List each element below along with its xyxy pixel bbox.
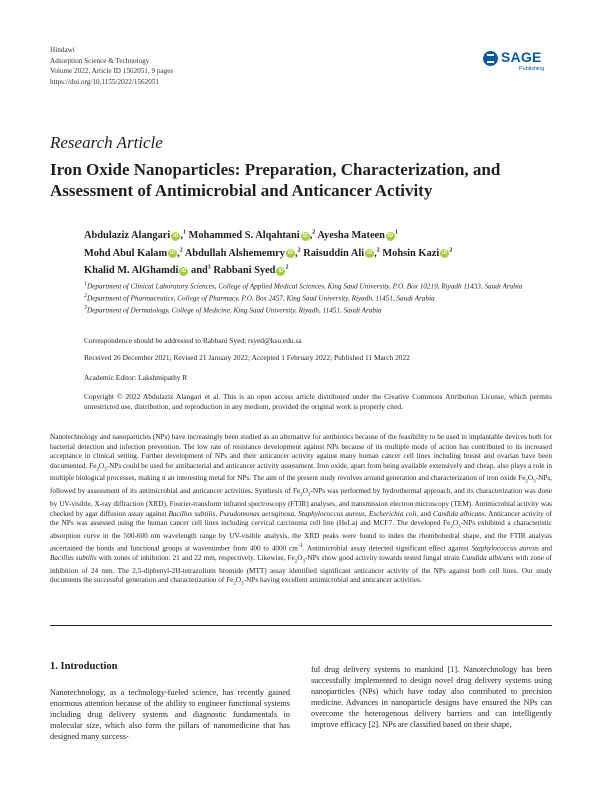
academic-editor: Academic Editor: Lakshmipathy R xyxy=(84,373,188,382)
author-name[interactable]: Raisuddin Ali iD ,$^2$ xyxy=(303,247,380,259)
sage-mark-icon xyxy=(483,51,498,66)
doi-link[interactable]: https://doi.org/10.1155/2022/1562051 xyxy=(50,77,160,86)
correspondence: Correspondence should be addressed to Rabbani Syed; rsyed@ksu.edu.sa xyxy=(84,336,302,345)
intro-left-column: Nanotechnology, as a technology-fueled science, has recently gained enormous attention because of the ability to engineer functional systems including drug delivery systems and diagnostic fundamentals in molecular size, which also form the pillars of nanomedicine that has designed many success- xyxy=(50,688,290,742)
orcid-icon[interactable]: iD xyxy=(442,250,448,257)
affiliations xyxy=(84,280,554,317)
orcid-icon[interactable]: iD xyxy=(170,250,176,257)
orcid-icon[interactable]: iD xyxy=(278,267,284,274)
author-name[interactable]: Mohd Abul Kalam iD ,$^2$ xyxy=(84,247,183,259)
author-name[interactable]: Mohsin Kazi iD $^2$ xyxy=(382,247,453,259)
affiliation-2: $^2$Department of Pharmaceutics, College of Pharmacy, P.O. Box 2457, King Saud University, Riyadh, 11451, Saudi Arabia xyxy=(84,293,435,303)
author-name[interactable]: Abdullah Alshememry iD ,$^2$ xyxy=(184,247,301,259)
journal-name: Adsorption Science & Technology xyxy=(50,56,150,65)
affiliation-1: $^1$Department of Clinical Laboratory Sciences, College of Applied Medical Sciences, King Saud University, P.O. Box 10219, Riyadh 11433, Saudi Arabia xyxy=(84,281,523,291)
author-name[interactable]: Khalid M. AlGhamdi iD and$^3$ xyxy=(84,264,211,277)
publication-dates: Received 26 December 2021; Revised 21 January 2022; Accepted 1 February 2022; Published 11 March 2022 xyxy=(84,353,410,362)
author-list xyxy=(84,226,564,278)
orcid-icon[interactable]: iD xyxy=(287,250,293,257)
sage-logo-subtext: Publishing xyxy=(519,66,545,72)
author-name[interactable]: Rabbani Syed iD $^2$ xyxy=(213,264,289,277)
author-name[interactable]: Ayesha Mateen iD $^1$ xyxy=(317,230,398,242)
journal-header xyxy=(50,45,173,87)
sage-logo xyxy=(483,51,553,75)
author-name[interactable]: Abdulaziz Alangari iD ,$^1$ xyxy=(84,230,186,242)
section-divider xyxy=(50,625,552,626)
sage-logo-text: SAGE xyxy=(501,49,542,65)
copyright-notice: Copyright © 2022 Abdulaziz Alangari et al. This is an open access article distributed under the Creative Commons Attribution License, which permits unrestricted use, distribution, and reproduction in any medium, provided the original work is properly cited. xyxy=(84,392,552,411)
abstract: Nanotechnology and nanoparticles (NPs) have increasingly been studied as an alternative for antibiotics because of the feasibility to be used in implantable devices both for bacterial detection and infection prevention. The low rate of resistance development against NPs because of its multiple mode of action has contributed to its increased acceptance in clinical setting. Further development of NPs and their anticancer activity against many human cancer cell lines including breast and ovarian have been documented. $Fe_2O_3$-NPs could be used for antibacterial and anticancer activity assessment. Iron oxide, apart from being available extensively and cheap, also plays a role in multiple biological processes, making it an interesting metal for NPs. The aim of the present study revolves around generation and characterization of iron oxide $Fe_2O_3$-NPs, followed by assessment of its antimicrobial and anticancer activities. Synthesis of $Fe_2O_3$-NPs was performed by hydrothermal approach, and its characterization was done by UV-visible, X-ray diffraction (XRD), Fourier-transform infrared spectroscopy (FTIR) analyses, and transmission electron microscopy (TEM). Antimicrobial activity was checked by agar diffusion assay against Bacillus subtilis, Pseudomonas aeruginosa, Staphylococcus aureus, Escherichia coli, and Candida albicans. Anticancer activity of the NPs was assessed using the human cancer cell lines including cervical carcinoma cell line (HeLa) and MCF7. The developed $Fe_2O_3$-NPs exhibited a characteristic absorption curve in the 500-600 nm wavelength range by UV-visible analysis, the XRD peaks were found to index the rhombohedral shape, and the FTIR analysis ascertained the bonds and functional groups at wavenumber from 400 to 4000 $cm^{-1}$. Antimicrobial assay detected significant effect against Staphylococcus aureus and Bacillus subtilis with zones of inhibition: 21 and 22 mm, respectively. Likewise, $Fe_2O_3$-NPs show good activity towards tested fungal strain Candida albicans with zone of inhibition of 24 mm. The 2,5-diphenyl-2H-tetrazolium bromide (MTT) assay identified significant anticancer activity of the NPs against both cell lines. Our study documents the successful generation and characterization of $Fe_2O_3$-NPs having excellent antimicrobial and anticancer activities. xyxy=(50,433,553,587)
volume-line: Volume 2022, Article ID 1562051, 9 pages xyxy=(50,67,174,75)
orcid-icon[interactable]: iD xyxy=(173,232,179,239)
publisher-name: Hindawi xyxy=(50,46,75,54)
intro-right-column: ful drug delivery systems to mankind [1]. Nanotechnology has been successfully implemented to design novel drug delivery systems using nanoparticles (NPs) which have today also contributed to precision medicine. Advances in nanoparticle designs have ensured the NPs can overcome the heterogenous delivery barriers and can intelligently improve efficacy [2]. NPs are classified based on their shape, xyxy=(311,665,552,730)
orcid-icon[interactable]: iD xyxy=(181,267,187,274)
article-type: Research Article xyxy=(50,133,163,152)
orcid-icon[interactable]: iD xyxy=(367,250,373,257)
orcid-icon[interactable]: iD xyxy=(387,232,393,239)
affiliation-3: $^3$Department of Dermatology, College of Medicine, King Saud University, Riyadh, 11451, Saudi Arabia xyxy=(84,305,382,315)
intro-heading: 1. Introduction xyxy=(50,661,118,672)
author-name[interactable]: Mohammed S. Alqahtani iD ,$^2$ xyxy=(188,230,316,242)
article-title: Iron Oxide Nanoparticles: Preparation, Characterization, and Assessment of Antimicrobial and Anticancer Activity xyxy=(50,160,501,200)
orcid-icon[interactable]: iD xyxy=(302,232,308,239)
